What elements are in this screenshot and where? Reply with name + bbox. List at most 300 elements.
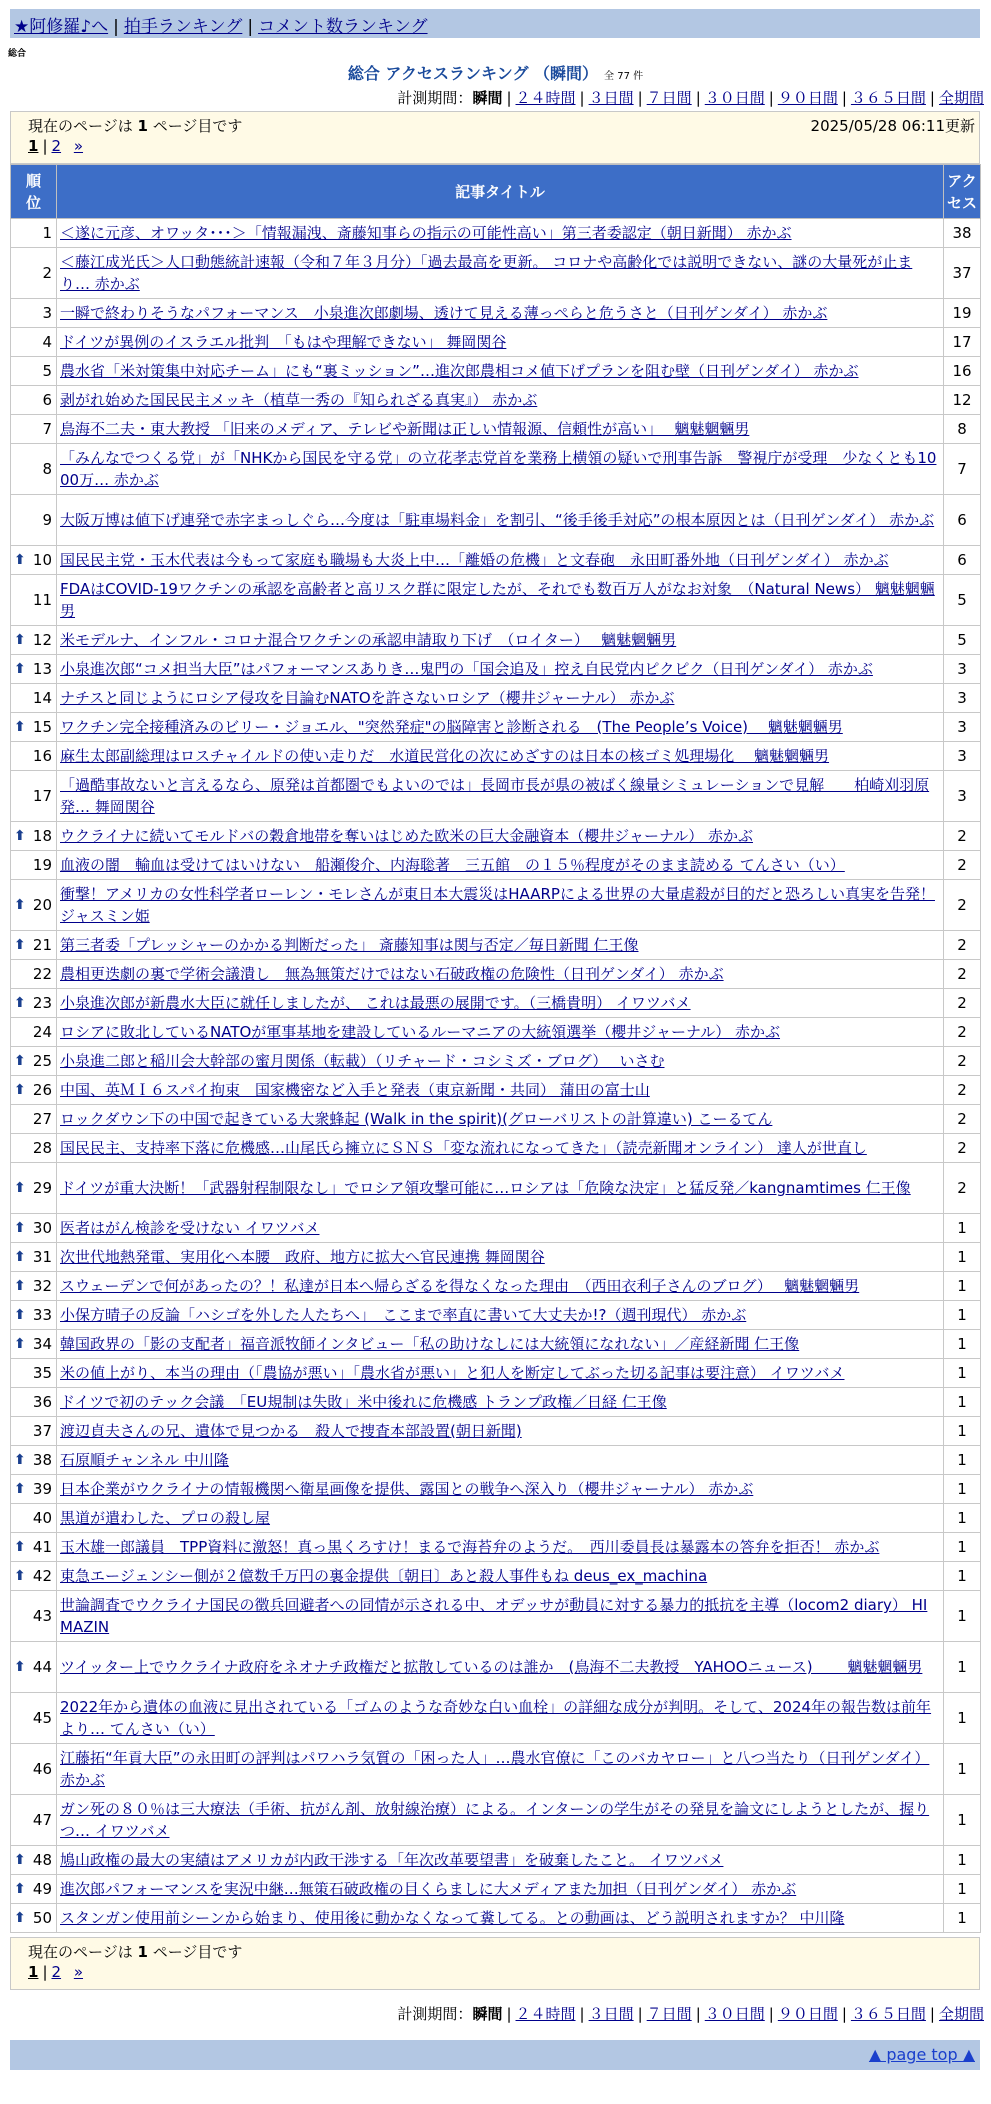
table-row	[11, 1475, 981, 1504]
access-count: 1	[944, 1562, 981, 1591]
table-row	[11, 1301, 981, 1330]
period-label: 計測期間：	[397, 2005, 473, 2023]
access-count: 2	[944, 1076, 981, 1105]
article-link[interactable]: 国民民主、支持率下落に危機感…山尾氏ら擁立にＳＮＳ「変な流れになってきた」（読売新聞オンライン） 達人が世直し	[60, 1139, 867, 1157]
rank-up-arrow-icon: ⬆	[14, 1220, 26, 1236]
article-link[interactable]: 小泉進二郎と稲川会大幹部の蜜月関係（転載）（リチャード・コシミズ・ブログ） いさむ	[60, 1052, 665, 1070]
rank-cell	[11, 1243, 57, 1272]
rank-cell	[11, 546, 57, 575]
table-row	[11, 989, 981, 1018]
article-link[interactable]: 次世代地熱発電、実用化へ本腰 政府、地方に拡大へ官民連携 舞岡関谷	[60, 1248, 545, 1266]
title-cell	[57, 1533, 944, 1562]
title-cell	[57, 1744, 944, 1795]
title-cell	[57, 1446, 944, 1475]
rank-cell	[11, 328, 57, 357]
period-link-1[interactable]: ３日間	[588, 89, 634, 107]
page-position-suffix: ページ目です	[147, 117, 243, 135]
table-row	[11, 1388, 981, 1417]
access-count: 2	[944, 851, 981, 880]
rank-number: 9	[42, 511, 52, 529]
nav-separator: |	[113, 17, 119, 37]
title-cell	[57, 219, 944, 248]
access-count: 17	[944, 328, 981, 357]
rank-up-arrow-icon: ⬆	[14, 1249, 26, 1265]
table-row	[11, 1744, 981, 1795]
rank-cell	[11, 880, 57, 931]
article-link[interactable]: ドイツで初のテック会議 「EU規制は失敗」米中後れに危機感 トランプ政権／日経 仁王像	[60, 1393, 667, 1411]
article-link[interactable]: 中国、英ＭＩ６スパイ拘束 国家機密など入手と発表（東京新聞・共同） 蒲田の富士山	[60, 1081, 650, 1099]
table-row	[11, 626, 981, 655]
rank-number: 27	[32, 1110, 52, 1128]
page-info-bottom	[10, 1937, 980, 1990]
rank-cell	[11, 1642, 57, 1693]
article-link[interactable]: 進次郎パフォーマンスを実況中継…無策石破政権の目くらましに大メディアまた加担（日刊ゲンダイ） 赤かぶ	[60, 1880, 797, 1898]
article-link[interactable]: ＜藤江成光氏＞人口動態統計速報（令和７年３月分）「過去最高を更新。 コロナや高齢化では説明できない、謎の大量死が止まり… 赤かぶ	[60, 253, 913, 293]
access-count: 2	[944, 960, 981, 989]
article-link[interactable]: 血液の闇 輸血は受けてはいけない 船瀬俊介、内海聡著 三五館 の１５％程度がそのまま読める てんさい（い）	[60, 856, 845, 874]
rank-number: 48	[32, 1851, 52, 1869]
rank-number: 4	[42, 333, 52, 351]
article-link[interactable]: ドイツが異例のイスラエル批判 「もはや理解できない」 舞岡関谷	[60, 333, 507, 351]
period-link-2[interactable]: ７日間	[646, 89, 692, 107]
rank-cell	[11, 1018, 57, 1047]
rank-number: 45	[32, 1709, 52, 1727]
period-separator: |	[506, 2005, 512, 2023]
col-title-header: 記事タイトル	[57, 165, 944, 219]
title-cell	[57, 1359, 944, 1388]
period-link-3[interactable]: ３０日間	[704, 89, 765, 107]
rank-cell	[11, 444, 57, 495]
access-count: 1	[944, 1875, 981, 1904]
table-row	[11, 931, 981, 960]
rank-cell	[11, 1163, 57, 1214]
period-separator: |	[579, 89, 585, 107]
title-cell	[57, 1163, 944, 1214]
period-separator: |	[637, 2005, 643, 2023]
title-cell	[57, 1795, 944, 1846]
rank-cell	[11, 1875, 57, 1904]
title-cell	[57, 1417, 944, 1446]
current-page-number: 1	[137, 117, 148, 135]
table-row	[11, 713, 981, 742]
article-link[interactable]: ドイツが重大決断！「武器射程制限なし」でロシア領攻撃可能に…ロシアは「危険な決定」と猛反発／kangnamtimes 仁王像	[60, 1179, 911, 1197]
pagination-current: 1	[28, 1963, 39, 1981]
article-link[interactable]: 東急エージェンシー側が２億数千万円の裏金提供〔朝日〕あと殺人事件もね deus_ex_machina	[60, 1567, 708, 1585]
access-count: 6	[944, 495, 981, 546]
home-link[interactable]: ★阿修羅♪へ	[14, 17, 109, 37]
table-row	[11, 655, 981, 684]
article-link[interactable]: ワクチン完全接種済みのビリー・ジョエル、"突然発症"の脳障害と診断される (The People’s Voice) 魑魅魍魎男	[60, 718, 843, 736]
rank-cell	[11, 299, 57, 328]
article-link[interactable]: 「みんなでつくる党」が「NHKから国民を守る党」の立花孝志党首を業務上横領の疑いで刑事告訴 警視庁が受理 少なくとも1000万… 赤かぶ	[60, 449, 937, 489]
rank-cell	[11, 1417, 57, 1446]
page-position-prefix: 現在のページは	[28, 1943, 138, 1961]
rank-number: 30	[32, 1219, 52, 1237]
rank-number: 47	[32, 1811, 52, 1829]
rank-cell	[11, 1475, 57, 1504]
access-count: 2	[944, 1105, 981, 1134]
access-count: 1	[944, 1243, 981, 1272]
period-link-4[interactable]: ９０日間	[777, 89, 838, 107]
title-cell	[57, 328, 944, 357]
rank-cell	[11, 1504, 57, 1533]
title-cell	[57, 1330, 944, 1359]
col-access-line1: アク	[947, 171, 977, 190]
title-cell	[57, 1243, 944, 1272]
rank-number: 36	[32, 1393, 52, 1411]
table-row	[11, 328, 981, 357]
period-separator: |	[768, 89, 774, 107]
rank-cell	[11, 1744, 57, 1795]
table-row	[11, 1417, 981, 1446]
rank-cell	[11, 1388, 57, 1417]
page-info-top	[10, 111, 980, 164]
table-row	[11, 357, 981, 386]
table-row	[11, 1214, 981, 1243]
table-row	[11, 851, 981, 880]
rank-number: 10	[32, 551, 52, 569]
rank-cell	[11, 1795, 57, 1846]
rank-cell	[11, 357, 57, 386]
article-link[interactable]: ウクライナに続いてモルドバの穀倉地帯を奪いはじめた欧米の巨大金融資本（櫻井ジャーナル） 赤かぶ	[60, 827, 753, 845]
pagination-page-2[interactable]: 2	[51, 1963, 62, 1981]
table-row	[11, 1105, 981, 1134]
article-link[interactable]: 農水省「米対策集中対応チーム」にも“裏ミッション”…進次郎農相コメ値下げプランを阻む壁（日刊ゲンダイ） 赤かぶ	[60, 362, 859, 380]
access-count: 2	[944, 880, 981, 931]
rank-cell	[11, 713, 57, 742]
article-link[interactable]: 日本企業がウクライナの情報機関へ衛星画像を提供、露国との戦争へ深入り（櫻井ジャーナル） 赤かぶ	[60, 1480, 754, 1498]
period-separator: |	[637, 89, 643, 107]
access-count: 1	[944, 1795, 981, 1846]
rank-number: 7	[42, 420, 52, 438]
article-link[interactable]: 小保方晴子の反論「ハシゴを外した人たちへ」 ここまで率直に書いて大丈夫か!?（週刊現代） 赤かぶ	[60, 1306, 747, 1324]
table-row	[11, 495, 981, 546]
rank-up-arrow-icon: ⬆	[14, 995, 26, 1011]
title-cell	[57, 1904, 944, 1933]
period-link-5[interactable]: ３６５日間	[850, 2005, 926, 2023]
page-title	[0, 61, 991, 84]
rank-up-arrow-icon: ⬆	[14, 1053, 26, 1069]
rank-number: 31	[32, 1248, 52, 1266]
title-cell	[57, 1018, 944, 1047]
rank-number: 21	[32, 936, 52, 954]
article-link[interactable]: 麻生太郎副総理はロスチャイルドの使い走りだ 水道民営化の次にめざすのは日本の核ゴミ処理場化 魑魅魍魎男	[60, 747, 830, 765]
article-link[interactable]: 一瞬で終わりそうなパフォーマンス 小泉進次郎劇場、透けて見える薄っぺらと危うさと（日刊ゲンダイ） 赤かぶ	[60, 304, 828, 322]
access-count: 3	[944, 713, 981, 742]
period-link-5[interactable]: ３６５日間	[850, 89, 926, 107]
rank-number: 37	[32, 1422, 52, 1440]
access-count: 38	[944, 219, 981, 248]
table-row	[11, 960, 981, 989]
access-count: 19	[944, 299, 981, 328]
table-row	[11, 1272, 981, 1301]
rank-number: 19	[32, 856, 52, 874]
comment-ranking-link[interactable]: コメント数ランキング	[258, 17, 428, 37]
rank-cell	[11, 1105, 57, 1134]
pagination-spacer	[65, 137, 70, 155]
table-row	[11, 1795, 981, 1846]
rank-number: 38	[32, 1451, 52, 1469]
rank-number: 42	[32, 1567, 52, 1585]
rank-cell	[11, 931, 57, 960]
table-row	[11, 219, 981, 248]
access-count: 2	[944, 822, 981, 851]
table-row	[11, 546, 981, 575]
period-selector-bottom	[397, 2003, 984, 2024]
article-link[interactable]: FDAはCOVID-19ワクチンの承認を高齢者と高リスク群に限定したが、それでも数百万人がなお対象 （Natural News） 魑魅魍魎男	[60, 580, 935, 620]
total-count: 全 77 件	[604, 71, 644, 82]
table-row	[11, 1904, 981, 1933]
access-count: 1	[944, 1504, 981, 1533]
page-top-link[interactable]: ▲ page top ▲	[868, 2045, 975, 2064]
rank-up-arrow-icon: ⬆	[14, 1452, 26, 1468]
rank-number: 15	[32, 718, 52, 736]
access-count: 1	[944, 1388, 981, 1417]
rank-cell	[11, 960, 57, 989]
article-link[interactable]: 剥がれ始めた国民民主メッキ（植草一秀の『知られざる真実』） 赤かぶ	[60, 391, 538, 409]
page-title-text: 総合 アクセスランキング （瞬間）	[347, 64, 599, 83]
access-count: 1	[944, 1642, 981, 1693]
rank-number: 40	[32, 1509, 52, 1527]
ranking-table	[10, 164, 981, 1933]
table-row	[11, 1134, 981, 1163]
rank-cell	[11, 989, 57, 1018]
access-count: 1	[944, 1214, 981, 1243]
pagination	[28, 1963, 83, 1981]
article-link[interactable]: 農相更迭劇の裏で学術会議潰し 無為無策だけではない石破政権の危険性（日刊ゲンダイ） 赤かぶ	[60, 965, 724, 983]
page-position-prefix: 現在のページは	[28, 117, 138, 135]
pagination-spacer	[65, 1963, 70, 1981]
article-link[interactable]: 石原順チャンネル 中川隆	[60, 1451, 229, 1469]
article-link[interactable]: スウェーデンで何があったの？！私達が日本へ帰らざるを得なくなった理由 （西田衣利子さんのブログ） 魑魅魍魎男	[60, 1277, 860, 1295]
period-separator: |	[929, 89, 935, 107]
article-link[interactable]: 2022年から遺体の血液に見出されている「ゴムのような奇妙な白い血栓」の詳細な成分が判明。そして、2024年の報告数は前年より… てんさい（い）	[60, 1698, 932, 1738]
article-link[interactable]: 衝撃！アメリカの女性科学者ローレン・モレさんが東日本大震災はHAARPによる世界の大量虐殺が目的だと恐ろしい真実を告発！ ジャスミン姫	[60, 885, 935, 925]
access-count: 1	[944, 1744, 981, 1795]
rank-up-arrow-icon: ⬆	[14, 1910, 26, 1926]
article-link[interactable]: 大阪万博は値下げ連発で赤字まっしぐら…今度は「駐車場料金」を割引、“後手後手対応”の根本原因とは（日刊ゲンダイ） 赤かぶ	[60, 511, 935, 529]
article-link[interactable]: ナチスと同じようにロシア侵攻を目論むNATOを許さないロシア（櫻井ジャーナル） 赤かぶ	[60, 689, 675, 707]
access-count: 2	[944, 1018, 981, 1047]
rank-number: 18	[32, 827, 52, 845]
access-count: 37	[944, 248, 981, 299]
access-count: 6	[944, 546, 981, 575]
col-access-header	[944, 165, 981, 219]
table-row	[11, 1693, 981, 1744]
rank-cell	[11, 742, 57, 771]
top-nav-bar	[10, 9, 980, 38]
pagination-next[interactable]: »	[73, 1963, 84, 1981]
rank-cell	[11, 771, 57, 822]
title-cell	[57, 1105, 944, 1134]
title-cell	[57, 1272, 944, 1301]
period-separator: |	[841, 2005, 847, 2023]
table-row	[11, 299, 981, 328]
access-count: 2	[944, 1163, 981, 1214]
rank-cell	[11, 684, 57, 713]
page-position-text	[28, 115, 242, 136]
article-link[interactable]: 鳩山政権の最大の実績はアメリカが内政干渉する「年次改革要望書」を破棄したこと。 イワツバメ	[60, 1851, 724, 1869]
title-cell	[57, 1047, 944, 1076]
article-link[interactable]: ツイッター上でウクライナ政府をネオナチ政権だと拡散しているのは誰か (鳥海不二夫教授 YAHOOニュース) 魑魅魍魎男	[60, 1658, 923, 1676]
table-row	[11, 1047, 981, 1076]
article-link[interactable]: ロシアに敗北しているNATOが軍事基地を建設しているルーマニアの大統領選挙（櫻井ジャーナル） 赤かぶ	[60, 1023, 781, 1041]
article-link[interactable]: 「過酷事故ないと言えるなら、原発は首都圏でもよいのでは」長岡市長が県の被ばく線量シミュレーションで見解 柏崎刈羽原発… 舞岡関谷	[60, 776, 930, 816]
col-rank-header	[11, 165, 57, 219]
title-cell	[57, 960, 944, 989]
title-cell	[57, 713, 944, 742]
period-selector-top	[397, 87, 984, 108]
article-link[interactable]: 黒道が遣わした、プロの殺し屋	[60, 1509, 271, 1527]
title-cell	[57, 880, 944, 931]
access-count: 1	[944, 1301, 981, 1330]
rank-cell	[11, 822, 57, 851]
period-separator: |	[929, 2005, 935, 2023]
article-link[interactable]: 世論調査でウクライナ国民の徴兵回避者への同情が示される中、オデッサが動員に対する暴力的抵抗を主導（locom2 diary） HIMAZIN	[60, 1596, 928, 1636]
pagination-page-2[interactable]: 2	[51, 137, 62, 155]
period-current: 瞬間	[472, 2005, 503, 2023]
rank-number: 35	[32, 1364, 52, 1382]
period-link-6[interactable]: 全期間	[938, 2005, 984, 2023]
rank-cell	[11, 1591, 57, 1642]
rank-cell	[11, 626, 57, 655]
rank-up-arrow-icon: ⬆	[14, 632, 26, 648]
article-link[interactable]: 国民民主党・玉木代表は今もって家庭も職場も大炎上中…「離婚の危機」と文春砲 永田町番外地（日刊ゲンダイ） 赤かぶ	[60, 551, 889, 569]
article-link[interactable]: 米の値上がり、本当の理由（「農協が悪い」「農水省が悪い」と犯人を断定してぶった切る記事は要注意） イワツバメ	[60, 1364, 845, 1382]
rank-cell	[11, 1359, 57, 1388]
rank-cell	[11, 1330, 57, 1359]
period-link-3[interactable]: ３０日間	[704, 2005, 765, 2023]
period-separator: |	[768, 2005, 774, 2023]
table-row	[11, 1642, 981, 1693]
article-link[interactable]: 小泉進次郎“コメ担当大臣”はパフォーマンスありき…鬼門の「国会追及」控え自民党内ピクピク（日刊ゲンダイ） 赤かぶ	[60, 660, 873, 678]
nav-separator: |	[247, 17, 254, 37]
pagination-next[interactable]: »	[73, 137, 84, 155]
article-link[interactable]: 玉木雄一郎議員 TPP資料に激怒！真っ黒くろすけ！まるで海苔弁のようだ。 西川委員長は暴露本の答弁を拒否！ 赤かぶ	[60, 1538, 880, 1556]
rank-number: 13	[32, 660, 52, 678]
title-cell	[57, 495, 944, 546]
rank-number: 17	[32, 787, 52, 805]
article-link[interactable]: ガン死の８０％は三大療法（手術、抗がん剤、放射線治療）による。インターンの学生がその発見を論文にしようとしたが、握りつ… イワツバメ	[60, 1800, 930, 1840]
article-link[interactable]: 鳥海不二夫・東大教授 「旧来のメディア、テレビや新聞は正しい情報源、信頼性が高い」 魑魅魍魎男	[60, 420, 750, 438]
rank-number: 49	[32, 1880, 52, 1898]
access-count: 1	[944, 1533, 981, 1562]
article-link[interactable]: 韓国政界の「影の支配者」福音派牧師インタビュー「私の助けなしには大統領になれない」／産経新聞 仁王像	[60, 1335, 800, 1353]
title-cell	[57, 575, 944, 626]
rank-up-arrow-icon: ⬆	[14, 828, 26, 844]
period-link-0[interactable]: ２４時間	[515, 2005, 576, 2023]
table-row	[11, 742, 981, 771]
access-count: 1	[944, 1272, 981, 1301]
rank-number: 26	[32, 1081, 52, 1099]
title-cell	[57, 771, 944, 822]
period-link-6[interactable]: 全期間	[938, 89, 984, 107]
rank-number: 44	[32, 1658, 52, 1676]
rank-number: 2	[42, 264, 52, 282]
title-cell	[57, 248, 944, 299]
title-cell	[57, 299, 944, 328]
period-link-2[interactable]: ７日間	[646, 2005, 692, 2023]
table-row	[11, 1591, 981, 1642]
table-row	[11, 415, 981, 444]
rank-number: 3	[42, 304, 52, 322]
article-link[interactable]: 江藤拓“年貢大臣”の永田町の評判はパワハラ気質の「困った人」…農水官僚に「このバカヤロー」と八つ当たり（日刊ゲンダイ） 赤かぶ	[60, 1749, 930, 1789]
rank-cell	[11, 1904, 57, 1933]
rank-number: 24	[32, 1023, 52, 1041]
rank-number: 41	[32, 1538, 52, 1556]
article-link[interactable]: 米モデルナ、インフル・コロナ混合ワクチンの承認申請取り下げ （ロイター） 魑魅魍魎男	[60, 631, 677, 649]
access-count: 2	[944, 1134, 981, 1163]
rank-cell	[11, 1846, 57, 1875]
table-row	[11, 1533, 981, 1562]
access-count: 3	[944, 684, 981, 713]
rank-number: 28	[32, 1139, 52, 1157]
table-row	[11, 1243, 981, 1272]
rank-number: 14	[32, 689, 52, 707]
rank-up-arrow-icon: ⬆	[14, 937, 26, 953]
rank-cell	[11, 575, 57, 626]
access-count: 2	[944, 931, 981, 960]
title-cell	[57, 357, 944, 386]
period-link-4[interactable]: ９０日間	[777, 2005, 838, 2023]
rank-cell	[11, 1076, 57, 1105]
title-cell	[57, 1388, 944, 1417]
article-link[interactable]: 小泉進次郎が新農水大臣に就任しましたが、 これは最悪の展開です。（三橋貴明） イワツバメ	[60, 994, 691, 1012]
title-cell	[57, 1504, 944, 1533]
table-row	[11, 444, 981, 495]
period-separator: |	[695, 2005, 701, 2023]
rank-number: 46	[32, 1760, 52, 1778]
access-count: 1	[944, 1446, 981, 1475]
rank-number: 8	[42, 460, 52, 478]
rank-number: 16	[32, 747, 52, 765]
rank-number: 23	[32, 994, 52, 1012]
table-row	[11, 1330, 981, 1359]
clap-ranking-link[interactable]: 拍手ランキング	[123, 17, 243, 37]
access-count: 1	[944, 1693, 981, 1744]
title-cell	[57, 1301, 944, 1330]
col-access-line2: セス	[946, 193, 977, 212]
rank-cell	[11, 1214, 57, 1243]
article-link[interactable]: 第三者委「プレッシャーのかかる判断だった」 斎藤知事は関与否定／毎日新聞 仁王像	[60, 936, 639, 954]
article-link[interactable]: ロックダウン下の中国で起きている大衆蜂起 (Walk in the spirit)(グローバリストの計算違い) こーるてん	[60, 1110, 773, 1128]
access-count: 1	[944, 1475, 981, 1504]
article-link[interactable]: スタンガン使用前シーンから始まり、使用後に動かなくなって糞してる。との動画は、どう説明されますか？ 中川隆	[60, 1909, 845, 1927]
period-current: 瞬間	[472, 89, 503, 107]
title-cell	[57, 444, 944, 495]
table-row	[11, 880, 981, 931]
period-link-1[interactable]: ３日間	[588, 2005, 634, 2023]
rank-number: 6	[42, 391, 52, 409]
rank-up-arrow-icon: ⬆	[14, 1180, 26, 1196]
period-link-0[interactable]: ２４時間	[515, 89, 576, 107]
rank-up-arrow-icon: ⬆	[14, 552, 26, 568]
access-count: 2	[944, 1047, 981, 1076]
title-cell	[57, 655, 944, 684]
access-count: 3	[944, 655, 981, 684]
access-count: 1	[944, 1591, 981, 1642]
title-cell	[57, 1846, 944, 1875]
rank-number: 12	[32, 631, 52, 649]
period-separator: |	[579, 2005, 585, 2023]
article-link[interactable]: 医者はがん検診を受けない イワツバメ	[60, 1219, 320, 1237]
access-count: 1	[944, 1330, 981, 1359]
table-row	[11, 822, 981, 851]
period-separator: |	[695, 89, 701, 107]
article-link[interactable]: 渡辺貞夫さんの兄、遺体で見つかる 殺人で捜査本部設置(朝日新聞)	[60, 1422, 522, 1440]
rank-number: 50	[32, 1909, 52, 1927]
article-link[interactable]: ＜遂に元彦、オワッタ･･･＞「情報漏洩、斎藤知事らの指示の可能性高い」第三者委認定（朝日新聞） 赤かぶ	[60, 224, 792, 242]
